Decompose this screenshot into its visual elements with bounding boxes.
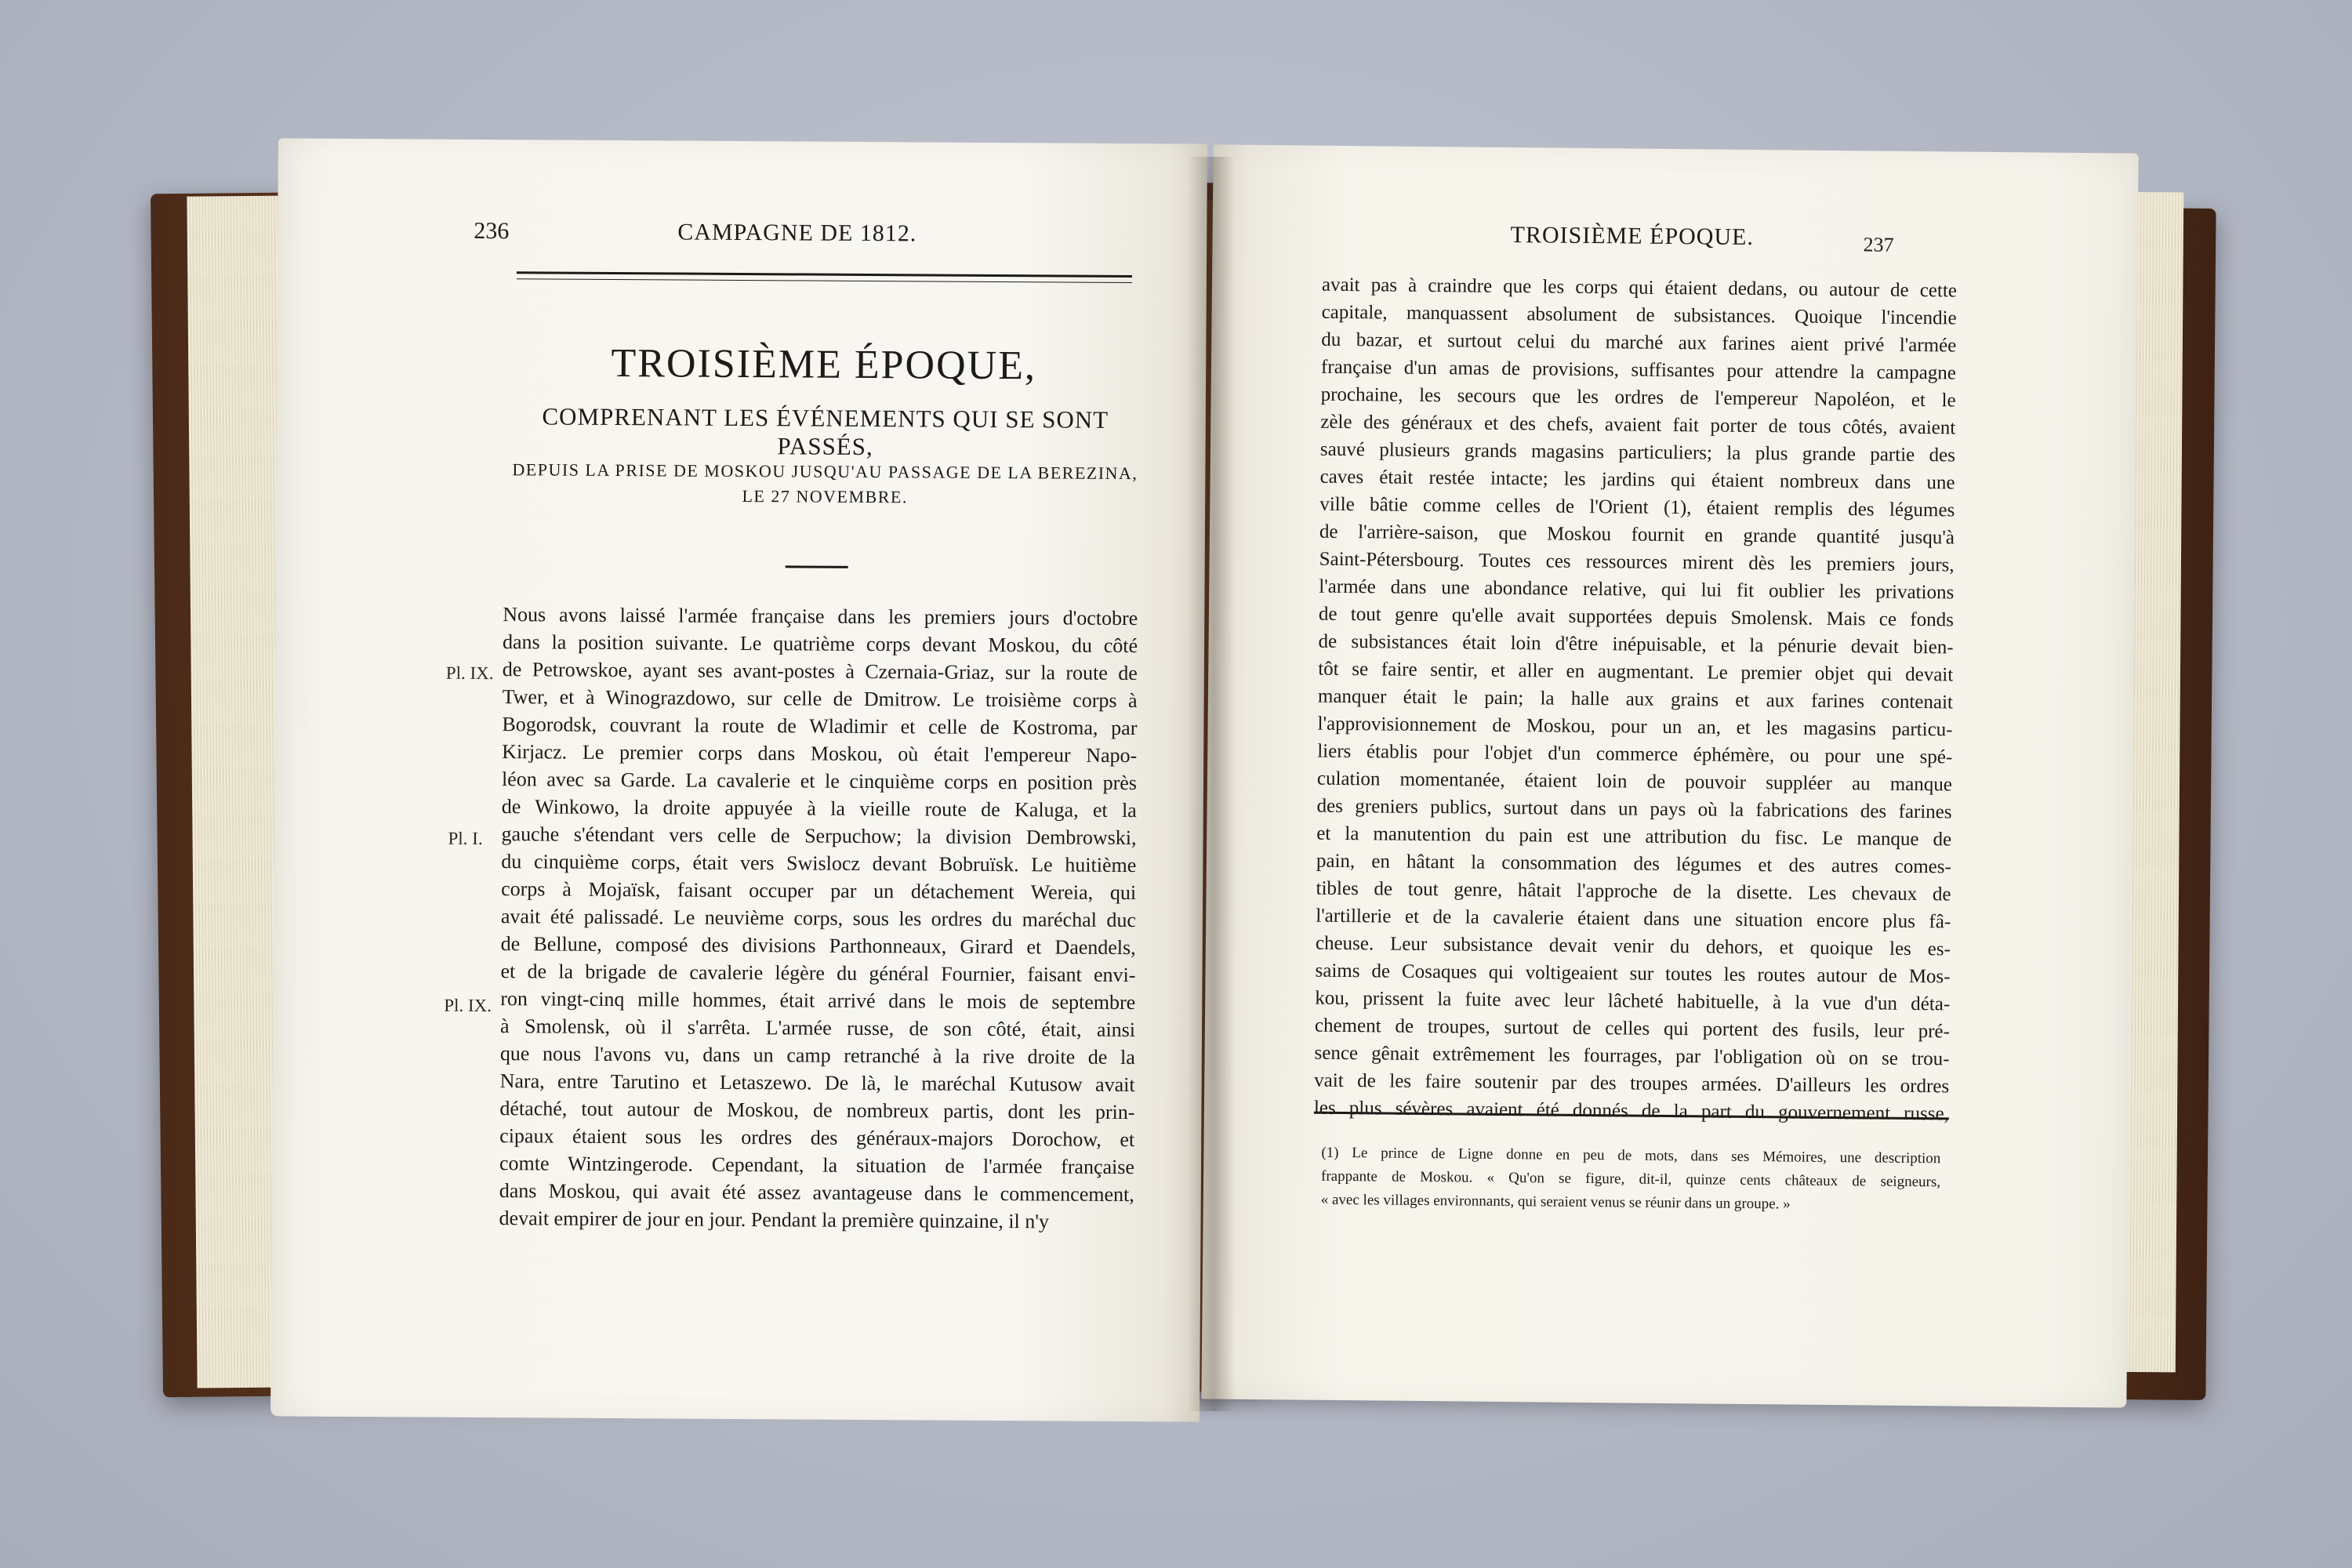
text-line: zèle des généraux et des chefs, avaient fait porter de tous côtés, avaient xyxy=(1320,411,1956,439)
right-page xyxy=(1201,144,2138,1407)
text-line: corps à Mojaïsk, faisant occuper par un détachement Wereia, qui xyxy=(501,877,1137,905)
text-line: l'artillerie et de la cavalerie étaient dans une situation encore plus fâ- xyxy=(1316,905,1951,933)
margin-plate-reference: Pl. IX. xyxy=(445,662,494,684)
chapter-subtitle-dates: DEPUIS LA PRISE DE MOSKOU JUSQU'AU PASSAGE DE LA BEREZINA, xyxy=(512,459,1138,484)
text-line: de subsistances était loin d'être inépuisable, et la pénurie devait bien- xyxy=(1318,630,1954,659)
text-line: devait empirer de jour en jour. Pendant la première quinzaine, il n'y xyxy=(499,1207,1050,1233)
text-line: prochaine, les secours que les ordres de l'empereur Napoléon, et le xyxy=(1320,383,1956,412)
text-line: avait pas à craindre que les corps qui étaient dedans, ou autour de cette xyxy=(1321,274,1958,302)
chapter-subtitle-date: LE 27 NOVEMBRE. xyxy=(742,486,908,507)
text-line: ville bâtie comme celles de l'Orient (1), étaient remplis des légumes xyxy=(1319,493,1955,521)
header-rule xyxy=(517,271,1132,283)
footnote xyxy=(1321,1142,1941,1218)
text-line: l'armée dans une abondance relative, qui lui fit oublier les privations xyxy=(1319,575,1955,604)
text-line: liers établis pour l'objet d'un commerce éphémère, ou pour une spé- xyxy=(1317,740,1953,768)
text-line: Bogorodsk, couvrant la route de Wladimir et celle de Kostroma, par xyxy=(502,713,1138,740)
text-line: ron vingt-cinq mille hommes, était arrivé dans le mois de septembre xyxy=(500,987,1136,1014)
text-line: léon avec sa Garde. La cavalerie et le cinquième corps en position près xyxy=(501,768,1138,795)
text-line: que nous l'avons vu, dans un camp retranché à la rive droite de la xyxy=(499,1042,1135,1069)
body-text xyxy=(1314,271,1957,1128)
text-line: (1) Le prince de Ligne donne en peu de mots, dans ses Mémoires, une description xyxy=(1321,1144,1941,1167)
text-line: française d'un amas de provisions, suffisantes pour attendre la campagne xyxy=(1320,356,1957,384)
text-line: de Winkowo, la droite appuyée à la vieille route de Kaluga, et la xyxy=(501,795,1137,822)
text-line: des greniers publics, surtout dans un pays où la fabrications des farines xyxy=(1316,795,1952,823)
text-line: détaché, tout autour de Moskou, de nombreux partis, dont les prin- xyxy=(499,1097,1135,1124)
text-line: et la manutention du pain est une attribution du fisc. Le manque de xyxy=(1316,822,1952,851)
text-line: tibles de tout genre, hâtait l'approche de la disette. Les chevaux de xyxy=(1316,877,1951,906)
text-line: de Bellune, composé des divisions Parthonneaux, Girard et Daendels, xyxy=(500,932,1136,960)
text-line: dans la position suivante. Le quatrième corps devant Moskou, du côté xyxy=(502,630,1138,658)
text-line: à Smolensk, où il s'arrêta. L'armée russe, de son côté, était, ainsi xyxy=(499,1014,1136,1042)
page-number: 236 xyxy=(474,217,510,245)
text-line: dans Moskou, qui avait été assez avantageuse dans le commencement, xyxy=(499,1179,1134,1207)
text-line: sauvé plusieurs grands magasins particuliers; la plus grande partie des xyxy=(1319,438,1956,466)
text-line: chement de troupes, surtout de celles qui portent des fusils, leur pré- xyxy=(1314,1014,1951,1043)
section-rule xyxy=(786,565,848,568)
running-title: TROISIÈME ÉPOQUE. xyxy=(1510,222,1755,250)
page-number: 237 xyxy=(1863,233,1894,256)
left-page xyxy=(270,138,1207,1421)
text-line: frappante de Moskou. « Qu'on se figure, dit-il, quinze cents châteaux de seigneurs, xyxy=(1320,1167,1941,1191)
margin-plate-reference: Pl. IX. xyxy=(444,995,492,1016)
text-line: de tout genre qu'elle avait supportées depuis Smolensk. Mais ce fonds xyxy=(1318,603,1955,631)
text-line: Twer, et à Winograzdowo, sur celle de Dmitrow. Le troisième corps à xyxy=(502,685,1138,713)
text-line: de Petrowskoe, ayant ses avant-postes à Czernaia-Griaz, sur la route de xyxy=(502,658,1138,685)
text-line: l'approvisionnement de Moskou, pour un an, et les magasins particu- xyxy=(1317,713,1953,741)
text-line: cipaux étaient sous les ordres des généraux-majors Dorochow, et xyxy=(499,1124,1135,1152)
text-line: capitale, manquassent absolument de subsistances. Quoique l'incendie xyxy=(1321,301,1957,329)
text-line: Nous avons laissé l'armée française dans les premiers jours d'octobre xyxy=(503,603,1138,630)
text-line: gauche s'étendant vers celle de Serpuchow; la division Dembrowski, xyxy=(501,822,1137,850)
text-line: du cinquième corps, était vers Swislocz devant Bobruïsk. Le huitième xyxy=(501,850,1137,877)
book-gutter xyxy=(1188,157,1235,1411)
margin-plate-reference: Pl. I. xyxy=(448,828,483,849)
text-line: « avec les villages environnants, qui seraient venus se réunir dans un groupe. » xyxy=(1320,1191,1791,1213)
chapter-subtitle: COMPRENANT LES ÉVÉNEMENTS QUI SE SONT PASSÉS, xyxy=(542,402,1109,461)
text-line: vait de les faire soutenir par des troupes armées. D'ailleurs les ordres xyxy=(1314,1069,1950,1098)
text-line: manquer était le pain; la halle aux grains et aux farines contenait xyxy=(1317,685,1954,713)
text-line: caves était restée intacte; les jardins qui étaient nombreux dans une xyxy=(1319,466,1955,494)
text-line: saims de Cosaques qui voltigeaient sur toutes les routes autour de Mos- xyxy=(1315,960,1951,988)
running-title: CAMPAGNE DE 1812. xyxy=(677,219,917,247)
text-line: pain, en hâtant la consommation des légumes et des autres comes- xyxy=(1316,850,1952,878)
text-line: cheuse. Leur subsistance devait venir du dehors, et quoique les es- xyxy=(1315,932,1951,960)
text-line: Kirjacz. Le premier corps dans Moskou, où était l'empereur Napo- xyxy=(502,740,1138,768)
text-line: Saint-Pétersbourg. Toutes ces ressources mirent dès les premiers jours, xyxy=(1319,548,1955,576)
text-line: de l'arrière-saison, que Moskou fournit en grande quantité jusqu'à xyxy=(1319,521,1955,549)
text-line: comte Wintzingerode. Cependant, la situation de l'armée française xyxy=(499,1152,1135,1179)
text-line: Nara, entre Tarutino et Letaszewo. De là, le maréchal Kutusow avait xyxy=(499,1069,1135,1097)
text-line: et de la brigade de cavalerie légère du général Fournier, faisant envi- xyxy=(500,960,1136,987)
text-line: kou, prissent la fuite avec leur lâcheté habituelle, à la vue d'un déta- xyxy=(1315,987,1951,1015)
text-line: culation momentanée, étaient loin de pouvoir suppléer au manque xyxy=(1316,768,1953,796)
body-text xyxy=(499,601,1138,1236)
text-line: du bazar, et surtout celui du marché aux farines aient privé l'armée xyxy=(1321,328,1957,357)
text-line: les plus sévères avaient été donnés de la part du gouvernement russe, xyxy=(1313,1097,1950,1125)
text-line: sence gênait extrêmement les fourrages, par l'obligation où on se trou- xyxy=(1314,1042,1950,1070)
chapter-title: TROISIÈME ÉPOQUE, xyxy=(611,340,1037,389)
text-line: tôt se faire sentir, et aller en augmentant. Le premier objet qui devait xyxy=(1318,658,1954,686)
text-line: avait été palissadé. Le neuvième corps, sous les ordres du maréchal duc xyxy=(500,905,1137,932)
